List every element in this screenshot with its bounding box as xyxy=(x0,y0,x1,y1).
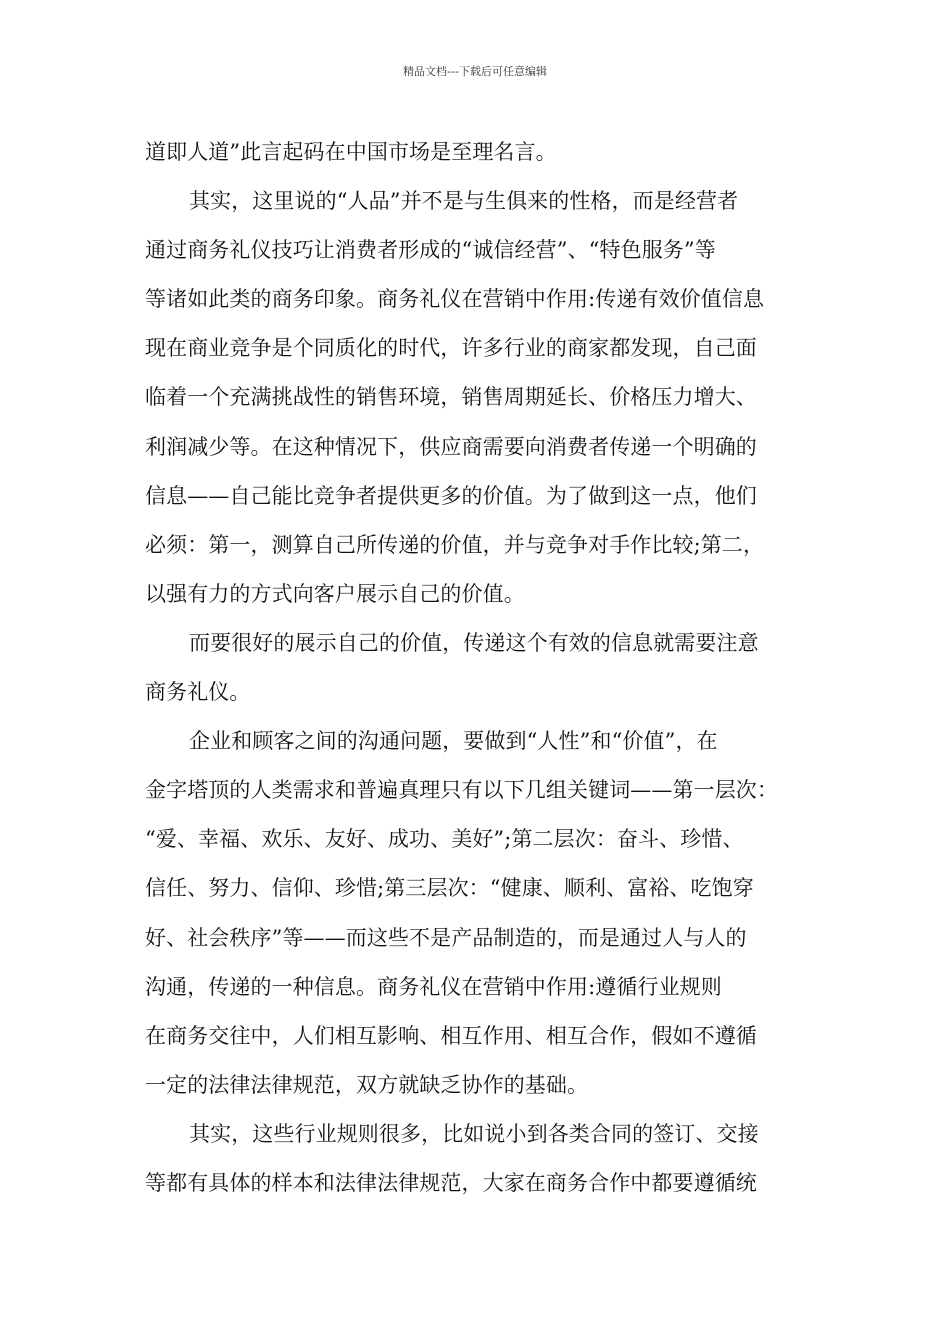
text-line: 以强有力的方式向客户展示自己的价值。 xyxy=(145,581,525,606)
text-line: 金字塔顶的人类需求和普遍真理只有以下几组关键词——第一层次： xyxy=(145,778,778,803)
text-line: 现在商业竞争是个同质化的时代，许多行业的商家都发现，自己面 xyxy=(145,336,757,361)
text-line: 必须：第一，测算自己所传递的价值，并与竞争对手作比较;第二， xyxy=(145,532,765,557)
text-line: 在商务交往中，人们相互影响、相互作用、相互合作，假如不遵循 xyxy=(145,1023,757,1048)
text-line: “爱、幸福、欢乐、友好、成功、美好”;第二层次：奋斗、珍惜、 xyxy=(145,827,744,852)
page-header: 精品文档---下载后可任意编辑 xyxy=(403,65,547,78)
text-line: 信息——自己能比竞争者提供更多的价值。为了做到这一点，他们 xyxy=(145,483,757,508)
text-line: 其实，这些行业规则很多，比如说小到各类合同的签订、交接 xyxy=(189,1121,759,1146)
text-line: 临着一个充满挑战性的销售环境，销售周期延长、价格压力增大、 xyxy=(145,385,757,410)
text-line: 利润减少等。在这种情况下，供应商需要向消费者传递一个明确的 xyxy=(145,434,757,459)
text-line: 而要很好的展示自己的价值，传递这个有效的信息就需要注意 xyxy=(189,630,759,655)
text-line: 通过商务礼仪技巧让消费者形成的“诚信经营”、“特色服务”等 xyxy=(145,238,716,263)
text-line: 等诸如此类的商务印象。商务礼仪在营销中作用:传递有效价值信息 xyxy=(145,287,765,312)
text-line: 其实，这里说的“人品”并不是与生俱来的性格，而是经营者 xyxy=(189,189,739,214)
text-line: 道即人道”此言起码在中国市场是至理名言。 xyxy=(145,140,557,164)
document-body xyxy=(145,128,815,1208)
text-line: 企业和顾客之间的沟通问题，要做到“人性”和“价值”，在 xyxy=(189,729,718,754)
text-line: 一定的法律法律规范，双方就缺乏协作的基础。 xyxy=(145,1072,589,1097)
text-line: 商务礼仪。 xyxy=(145,680,251,705)
text-line: 沟通，传递的一种信息。商务礼仪在营销中作用:遵循行业规则 xyxy=(145,974,722,999)
text-line: 等都有具体的样本和法律法律规范，大家在商务合作中都要遵循统 xyxy=(145,1170,757,1195)
text-line: 好、社会秩序”等——而这些不是产品制造的，而是通过人与人的 xyxy=(145,925,747,950)
text-line: 信任、努力、信仰、珍惜;第三层次：“健康、顺利、富裕、吃饱穿 xyxy=(145,876,754,901)
